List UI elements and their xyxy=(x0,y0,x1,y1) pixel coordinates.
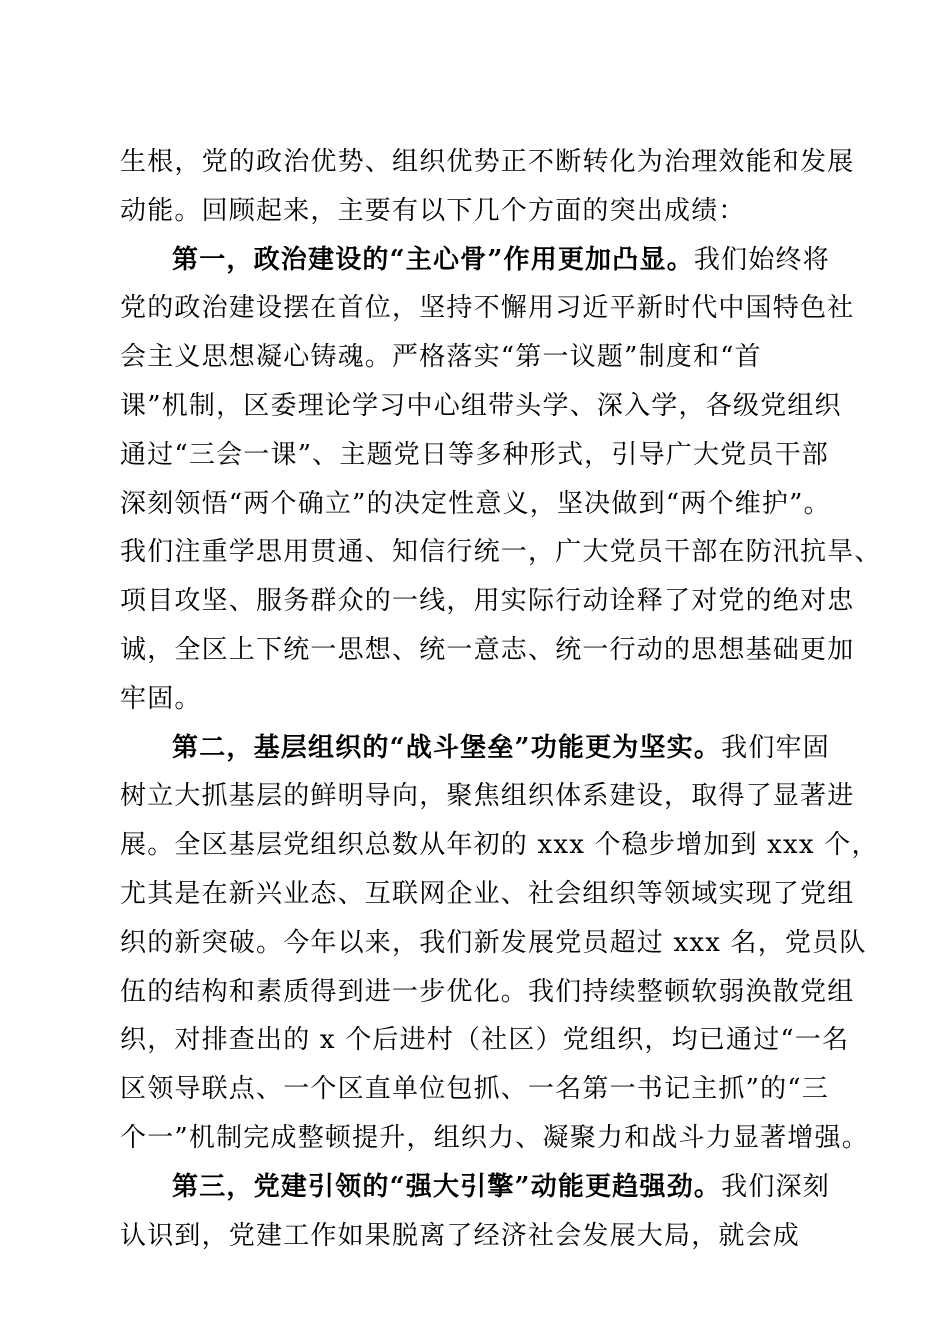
text-run: 我们牢固 xyxy=(721,732,830,763)
paragraph-political-building xyxy=(120,236,882,724)
text-line: 织的新突破。今年以来，我们新发展党员超过 xxx 名，党员队 xyxy=(120,927,867,958)
text-line: 党的政治建设摆在首位，坚持不懈用习近平新时代中国特色社 xyxy=(120,293,855,324)
paragraph-party-building-leadership xyxy=(120,1163,832,1261)
text-run: 我们始终将 xyxy=(693,244,830,275)
text-line: 会主义思想凝心铸魂。严格落实“第一议题”制度和“首 xyxy=(120,342,762,373)
paragraph-lead-heading: 第三，党建引领的“强大引擎”动能更趋强劲。 xyxy=(172,1171,722,1202)
text-line: 我们注重学思用贯通、知信行统一，广大党员干部在防汛抗旱、 xyxy=(120,537,882,568)
text-line: 诚，全区上下统一思想、统一意志、统一行动的思想基础更加 xyxy=(120,634,855,665)
paragraph-first-line xyxy=(120,236,832,285)
paragraph-continuation xyxy=(120,138,855,236)
text-line: 项目攻坚、服务群众的一线，用实际行动诠释了对党的绝对忠 xyxy=(120,586,855,617)
text-line: 牢固。 xyxy=(120,683,202,714)
text-line: 动能。回顾起来，主要有以下几个方面的突出成绩： xyxy=(120,195,746,226)
paragraph-first-line xyxy=(120,1163,832,1212)
document-body xyxy=(120,138,882,1260)
text-line: 尤其是在新兴业态、互联网企业、社会组织等领域实现了党组 xyxy=(120,878,855,909)
text-line: 生根，党的政治优势、组织优势正不断转化为治理效能和发展 xyxy=(120,147,855,177)
paragraph-first-line xyxy=(120,724,832,773)
text-line: 深刻领悟“两个确立”的决定性意义，坚决做到“两个维护”。 xyxy=(120,488,831,519)
text-run: 我们深刻 xyxy=(721,1171,830,1202)
text-line: 织，对排查出的 x 个后进村（社区）党组织，均已通过“一名 xyxy=(120,1025,850,1056)
paragraph-grassroots-organization xyxy=(120,724,879,1163)
paragraph-lead-heading: 第一，政治建设的“主心骨”作用更加凸显。 xyxy=(172,244,694,275)
text-line: 通过“三会一课”、主题党日等多种形式，引导广大党员干部 xyxy=(120,439,829,470)
text-line: 认识到，党建工作如果脱离了经济社会发展大局，就会成 xyxy=(120,1220,801,1251)
text-line: 课”机制，区委理论学习中心组带头学、深入学，各级党组织 xyxy=(120,390,842,421)
text-line: 区领导联点、一个区直单位包抓、一名第一书记主抓”的“三 xyxy=(120,1074,829,1105)
text-line: 个一”机制完成整顿提升，组织力、凝聚力和战斗力显著增强。 xyxy=(120,1122,869,1153)
text-line: 伍的结构和素质得到进一步优化。我们持续整顿软弱涣散党组 xyxy=(120,976,855,1007)
paragraph-lead-heading: 第二，基层组织的“战斗堡垒”功能更为坚实。 xyxy=(172,732,722,763)
text-line: 展。全区基层党组织总数从年初的 xxx 个稳步增加到 xxx 个， xyxy=(120,830,879,861)
text-line: 树立大抓基层的鲜明导向，聚焦组织体系建设，取得了显著进 xyxy=(120,781,855,812)
